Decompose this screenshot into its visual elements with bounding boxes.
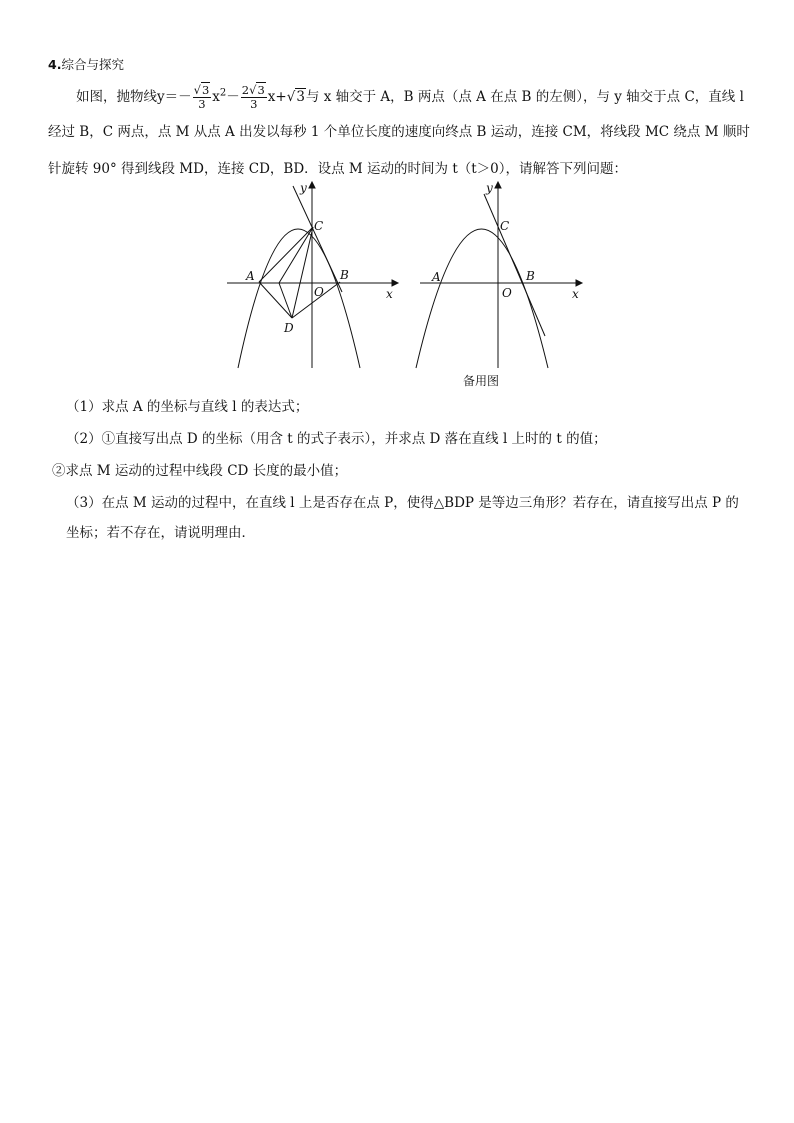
question-2-part-1: （2）①直接写出点 D 的坐标（用含 t 的式子表示），并求点 D 落在直线 l 上时的 t 的值； [66, 431, 607, 447]
problem-title: 综合与探究 [61, 57, 124, 72]
intro-line-1: 如图，抛物线y＝－ $\frac{√3}{3}$ $x^2-$ $\frac{2√3}{3}$ x+√3与 x 轴交于 A，B 两点（点 A 在点 B 的左侧），与 y 轴交于点 C，直线 l [76, 83, 744, 111]
y-axis-arrow-backup [495, 182, 501, 188]
problem-heading [48, 56, 124, 74]
segment-MD [279, 283, 292, 318]
label-C-backup: C [500, 219, 510, 233]
label-O-backup: O [502, 286, 512, 300]
line-l [293, 186, 342, 292]
question-1: （1）求点 A 的坐标与直线 l 的表达式； [66, 399, 309, 415]
question-2-part-2: ②求点 M 运动的过程中线段 CD 长度的最小值； [52, 463, 348, 479]
y-axis-arrow [309, 182, 315, 188]
segment-AD [259, 282, 292, 318]
backup-figure [406, 180, 586, 372]
label-C: C [314, 219, 324, 233]
label-B: B [340, 268, 349, 282]
question-3-line-1: （3）在点 M 运动的过程中，在直线 l 上是否存在点 P，使得△BDP 是等边三角形？若存在，请直接写出点 P 的 [66, 495, 739, 511]
x-axis-arrow-backup [576, 280, 582, 286]
main-figure [222, 180, 402, 372]
backup-figure-caption: 备用图 [463, 374, 500, 388]
parabola-backup [416, 229, 548, 368]
line-l-backup [484, 194, 545, 336]
segment-CM [279, 227, 313, 283]
label-y-backup: y [486, 181, 493, 195]
problem-number: 4. [48, 57, 62, 72]
label-y: y [300, 181, 307, 195]
label-A: A [246, 269, 255, 283]
fraction-2sqrt3-over-3: $\frac{2√3}{3}$ [241, 83, 265, 111]
x-axis-arrow [392, 280, 398, 286]
label-O: O [314, 285, 324, 299]
intro-line-3: 针旋转 90° 得到线段 MD，连接 CD，BD．设点 M 运动的时间为 t（t＞0），请解答下列问题： [48, 161, 628, 177]
intro-line-2: 经过 B，C 两点，点 M 从点 A 出发以每秒 1 个单位长度的速度向终点 B 运动，连接 CM，将线段 MC 绕点 M 顺时 [48, 124, 750, 140]
question-3-line-2: 坐标；若不存在，请说明理由． [66, 525, 255, 541]
label-A-backup: A [432, 270, 441, 284]
label-D: D [284, 321, 294, 335]
label-x: x [386, 287, 393, 301]
label-x-backup: x [572, 287, 579, 301]
label-B-backup: B [526, 269, 535, 283]
sqrt3-constant: √3 [286, 89, 305, 105]
segment-CA [259, 227, 313, 282]
fraction-sqrt3-over-3: $\frac{√3}{3}$ [193, 83, 210, 111]
